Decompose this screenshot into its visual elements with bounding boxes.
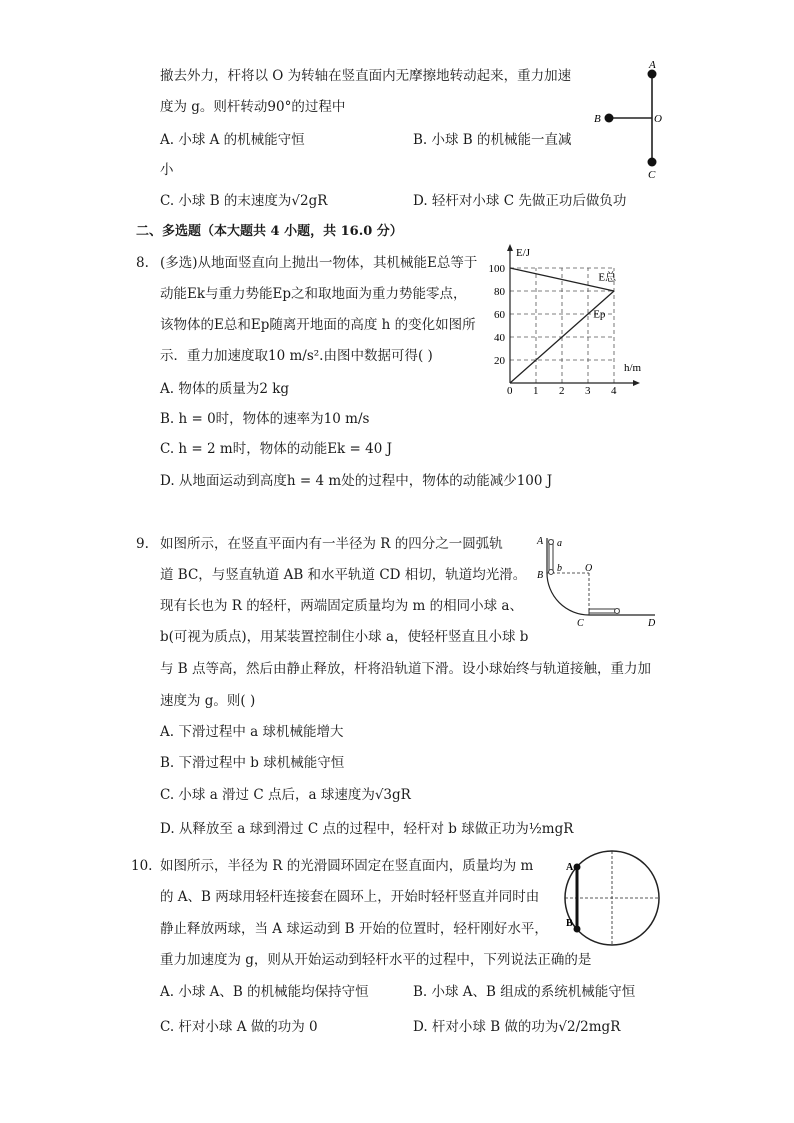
x-tick-label: 0 <box>507 385 513 398</box>
x-tick-label: 4 <box>611 385 617 398</box>
label-C: C <box>577 618 584 629</box>
ball-a <box>549 540 554 545</box>
label-B: B <box>537 570 544 581</box>
series-label-ep: Ep <box>593 308 606 321</box>
y-tick-label: 20 <box>494 355 505 367</box>
q9-option-c: C. 小球 a 滑过 C 点后，a 球速度为√3gR <box>160 787 411 803</box>
q10-option-c: C. 杆对小球 A 做的功为 0 <box>160 1019 318 1035</box>
y-axis-label: E/J <box>516 247 531 259</box>
q8-line3: 该物体的E总和Ep随离开地面的高度 h 的变化如图所 <box>160 317 476 333</box>
q8-energy-chart <box>478 240 678 398</box>
q9-option-a: A. 下滑过程中 a 球机械能增大 <box>160 724 344 740</box>
y-axis-arrow <box>507 244 513 251</box>
q10-option-a: A. 小球 A、B 的机械能均保持守恒 <box>160 984 369 1000</box>
ball-end <box>615 609 620 614</box>
q10-option-d: D. 杆对小球 B 做的功为√2/2mgR <box>413 1019 621 1035</box>
label-a: A <box>649 59 656 71</box>
q9-option-b: B. 下滑过程中 b 球机械能守恒 <box>160 755 345 771</box>
q8-option-d: D. 从地面运动到高度h = 4 m处的过程中，物体的动能减少100 J <box>160 473 553 489</box>
q8-option-c: C. h = 2 m时，物体的动能Ek = 40 J <box>160 441 393 457</box>
q8-option-b: B. h = 0时，物体的速率为10 m/s <box>160 411 370 427</box>
label-b: b <box>557 563 562 574</box>
label-a: a <box>557 538 562 549</box>
q10-ring-figure <box>560 846 664 950</box>
y-tick-label: 60 <box>494 309 505 321</box>
x-axis-arrow <box>633 380 640 386</box>
q9-line5: 与 B 点等高，然后由静止释放，杆将沿轨道下滑。设小球始终与轨道接触，重力加 <box>160 661 652 677</box>
q7-option-d: D. 轻杆对小球 C 先做正功后做负功 <box>413 193 627 209</box>
q10-line3: 静止释放两球，当 A 球运动到 B 开始的位置时，轻杆刚好水平， <box>160 921 548 937</box>
q9-line1: 如图所示，在竖直平面内有一半径为 R 的四分之一圆弧轨 <box>160 536 503 552</box>
q8-line1: (多选)从地面竖直向上抛出一物体，其机械能E总等于 <box>160 255 478 271</box>
ball-c <box>648 158 657 167</box>
q10-number: 10. <box>131 858 153 874</box>
q9-track-figure <box>533 528 663 630</box>
q8-line4: 示．重力加速度取10 m/s².由图中数据可得( ) <box>160 348 433 364</box>
ball-b <box>574 926 581 933</box>
label-D: D <box>648 618 656 629</box>
y-tick-label: 80 <box>494 286 505 298</box>
x-axis-label: h/m <box>624 362 642 374</box>
q8-number: 8. <box>136 255 149 271</box>
label-c: C <box>648 169 656 181</box>
label-A: A <box>537 536 544 547</box>
q7-line1: 撤去外力，杆将以 O 为转轴在竖直面内无摩擦地转动起来，重力加速 <box>160 68 572 84</box>
x-tick-label: 3 <box>585 385 591 398</box>
q10-line1: 如图所示，半径为 R 的光滑圆环固定在竖直面内，质量均为 m <box>160 858 534 874</box>
q9-option-d: D. 从释放至 a 球到滑过 C 点的过程中，轻杆对 b 球做正功为½mgR <box>160 821 574 837</box>
q8-line2: 动能Ek与重力势能Ep之和取地面为重力势能零点， <box>160 286 467 302</box>
q7-rod-figure <box>588 58 668 183</box>
q7-option-a: A. 小球 A 的机械能守恒 <box>160 132 305 148</box>
series-label-e-total: E总 <box>598 271 617 284</box>
track-bc-arc <box>547 573 589 615</box>
ball-b <box>549 570 554 575</box>
q9-line6: 速度为 g。则( ) <box>160 693 256 709</box>
q10-option-b: B. 小球 A、B 组成的系统机械能守恒 <box>413 984 636 1000</box>
label-b: B <box>594 113 601 125</box>
q10-line2: 的 A、B 两球用轻杆连接套在圆环上，开始时轻杆竖直并同时由 <box>160 889 540 905</box>
q7-option-b: B. 小球 B 的机械能一直减 <box>413 132 572 148</box>
y-tick-label: 40 <box>494 332 505 344</box>
q8-option-a: A. 物体的质量为2 kg <box>160 381 290 397</box>
q9-line4: b(可视为质点)，用某装置控制住小球 a，使轻杆竖直且小球 b <box>160 629 529 645</box>
label-A: A <box>566 862 574 873</box>
q9-number: 9. <box>136 536 149 552</box>
rod-vertical <box>549 540 553 573</box>
q10-line4: 重力加速度为 g，则从开始运动到轻杆水平的过程中，下列说法正确的是 <box>160 952 592 968</box>
label-o: O <box>654 113 662 125</box>
q7-option-b-wrap: 小 <box>160 162 174 178</box>
q7-line2: 度为 g。则杆转动90°的过程中 <box>160 99 346 115</box>
ball-b <box>605 114 614 123</box>
q9-line3: 现有长也为 R 的轻杆，两端固定质量均为 m 的相同小球 a、 <box>160 598 523 614</box>
q9-line2: 道 BC，与竖直轨道 AB 和水平轨道 CD 相切，轨道均光滑。 <box>160 567 527 583</box>
x-tick-label: 2 <box>559 385 565 398</box>
ball-a <box>574 864 581 871</box>
label-B: B <box>566 918 573 929</box>
section-title: 二、多选题（本大题共 4 小题，共 16.0 分） <box>136 224 403 239</box>
x-tick-label: 1 <box>533 385 539 398</box>
q7-option-c: C. 小球 B 的末速度为√2gR <box>160 193 328 209</box>
label-O: O <box>585 563 593 574</box>
y-tick-label: 100 <box>488 263 505 275</box>
